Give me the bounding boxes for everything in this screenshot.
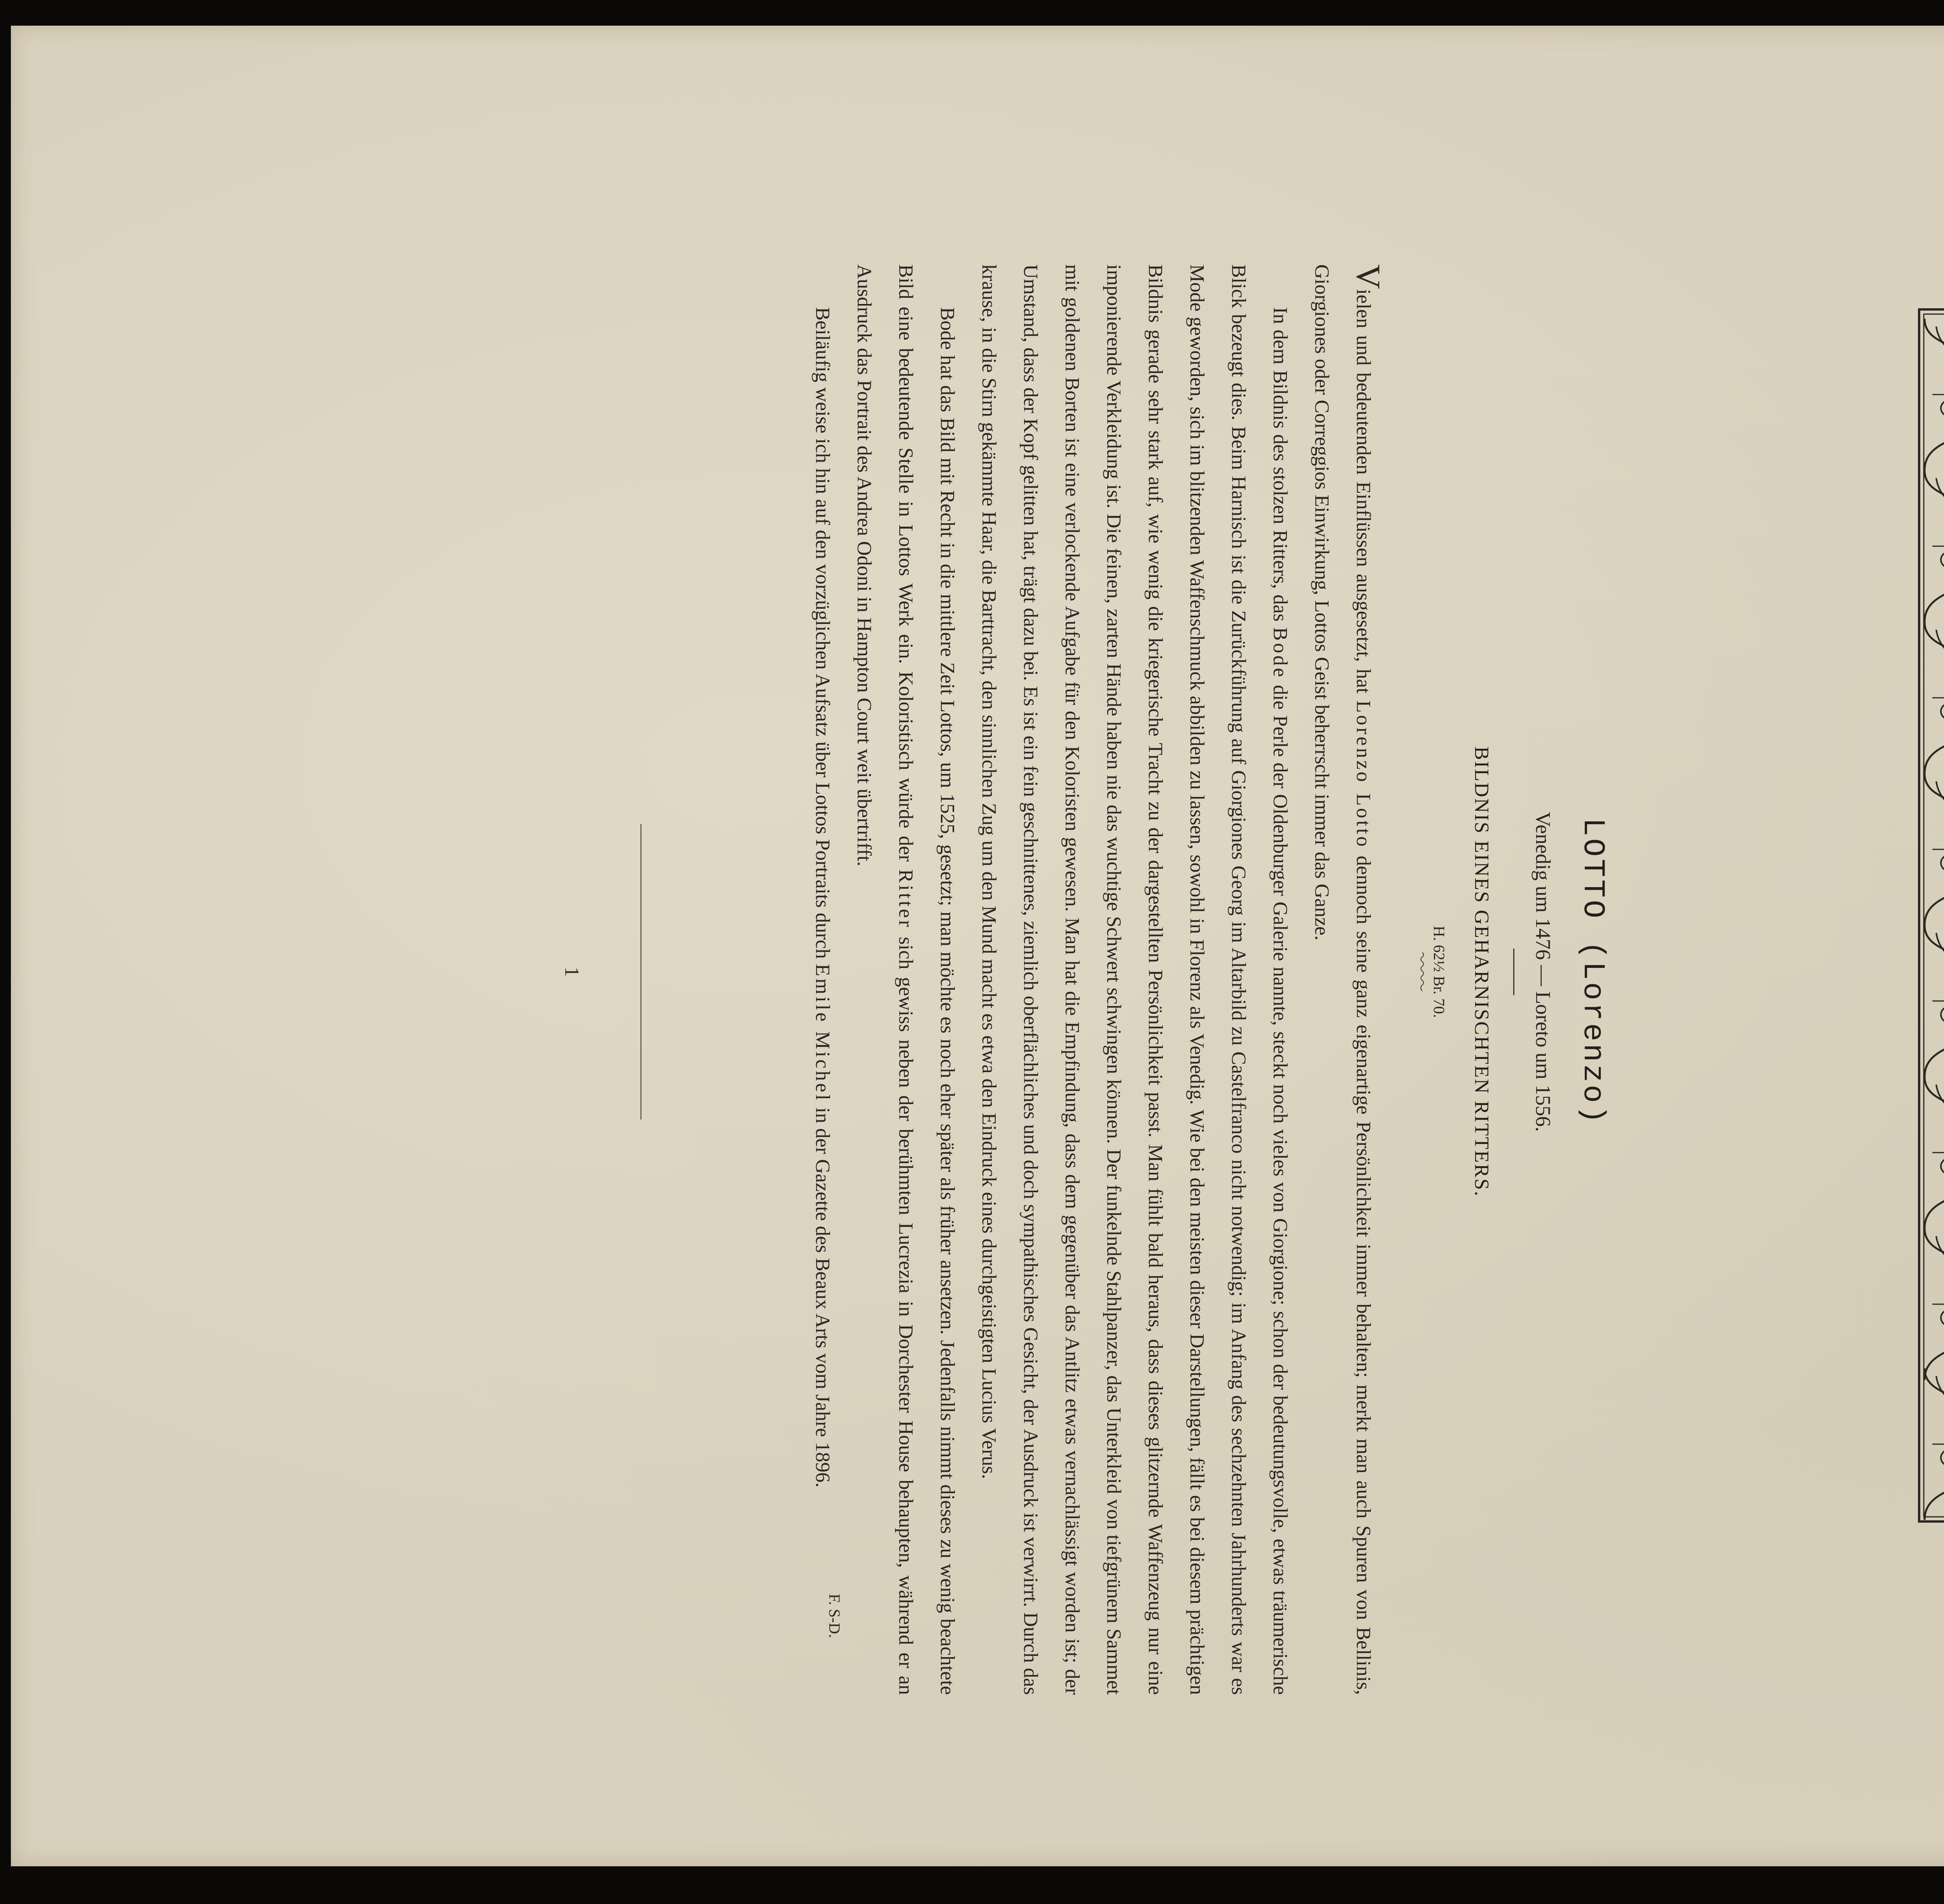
paragraph-1 xyxy=(1301,264,1387,1695)
ornamental-border-icon xyxy=(1917,307,1944,1524)
author-signature: F. S-D. xyxy=(826,1594,843,1638)
paragraph-text-rest: dennoch seine ganz eigenartige Persönlichkeit immer behalten; merkt man auch Spuren von Bellinis, Giorgiones oder Correggios Einwirkung, Lottos Geist beherrscht immer das Ganze. xyxy=(1311,264,1374,1695)
paragraph-text: Bode hat das Bild mit Recht in die mittlere Zeit Lottos, um 1525, gesetzt; man möchte es noch eher später als früher ansetzen. Jedenfalls nimmt dieses zu wenig beachtete Bild eine bedeutende Stelle in Lottos Werk ein. Koloristisch würde der xyxy=(895,264,958,1695)
paragraph-text-rest: sich gewiss neben der berühmten Lucrezia in Dorchester House behaupten, während er an Ausdruck das Portrait des Andrea Odoni in Hampton Court weit übertrifft. xyxy=(853,264,917,1695)
paragraph-3 xyxy=(843,264,968,1695)
paragraph-4 xyxy=(802,264,843,1695)
drop-cap: V xyxy=(1349,264,1387,289)
spaced-name: Bode xyxy=(1269,627,1291,680)
rotated-page-content xyxy=(537,233,1742,1710)
spaced-name: Emile Michel xyxy=(811,964,834,1103)
spaced-name: Lorenzo Lotto xyxy=(1352,700,1374,849)
paragraph-text-rest: in der Gazette des Beaux Arts vom Jahre 1896. xyxy=(811,1102,834,1488)
footer-rule xyxy=(640,824,642,1120)
wavy-divider xyxy=(1420,952,1425,991)
paragraph-2 xyxy=(968,264,1301,1695)
short-rule xyxy=(1513,949,1514,995)
artist-heading: LOTTO (Lorenzo) xyxy=(1575,817,1610,1126)
page-number: 1 xyxy=(561,967,583,977)
paragraph-text: ielen und bedeutenden Einflüssen ausgesetzt, hat xyxy=(1352,289,1374,700)
paragraph-text: In dem Bildnis des stolzen Ritters, das xyxy=(1269,307,1291,627)
artist-dates: Venedig um 1476 — Loreto um 1556. xyxy=(1531,812,1555,1132)
spaced-name: Ritter xyxy=(895,869,917,929)
painting-dimensions: H. 62½ Br. 70. xyxy=(1430,926,1448,1018)
paragraph-text: Beiläufig weise ich hin auf den vorzüglichen Aufsatz über Lottos Portraits durch xyxy=(811,307,834,964)
body-text xyxy=(802,264,1387,1695)
painting-title: BILDNIS EINES GEHARNISCHTEN RITTERS. xyxy=(1470,746,1493,1197)
paragraph-text-rest: die Perle der Oldenburger Galerie nannte, steckt noch vieles von Giorgione; schon der bedeutungsvolle, etwas träumerische Blick bezeugt dies. Beim Harnisch ist die Zurückführung auf Giorgiones Georg im Altarbild zu Castelfranco nicht notwendig; im Anfang des sechzehnten Jahrhunderts war es Mode geworden, sich im blitzenden Waffenschmuck abbilden zu lassen, sowohl in Florenz als Venedig. Wie bei den meisten dieser Darstellungen, fällt es bei diesem prächtigen Bildnis gerade sehr stark auf, wie wenig die kriegerische Tracht zu der dargestellten Persönlichkeit passt. Man fühlt bald heraus, dass dieses glitzernde Waffenzeug nur eine imponierende Verkleidung ist. Die feinen, zarten Hände haben nie das wuchtige Schwert schwingen können. Der funkelnde Stahlpanzer, das Unterkleid von tiefgrünem Sammet mit goldenen Borten ist eine verlockende Aufgabe für den Koloristen gewesen. Man hat die Empfindung, dass dem gegenüber das Antlitz etwas vernachlässigt worden ist; der Umstand, dass der Kopf gelitten hat, trägt dazu bei. Es ist ein fein geschnittenes, ziemlich oberflächliches und doch sympathisches Gesicht, der Ausdruck ist verwirrt. Durch das krause, in die Stirn gekämmte Haar, die Barttracht, den sinnlichen Zug um den Mund macht es etwa den Eindruck eines durchgeistigten Lucius Verus. xyxy=(978,264,1291,1695)
